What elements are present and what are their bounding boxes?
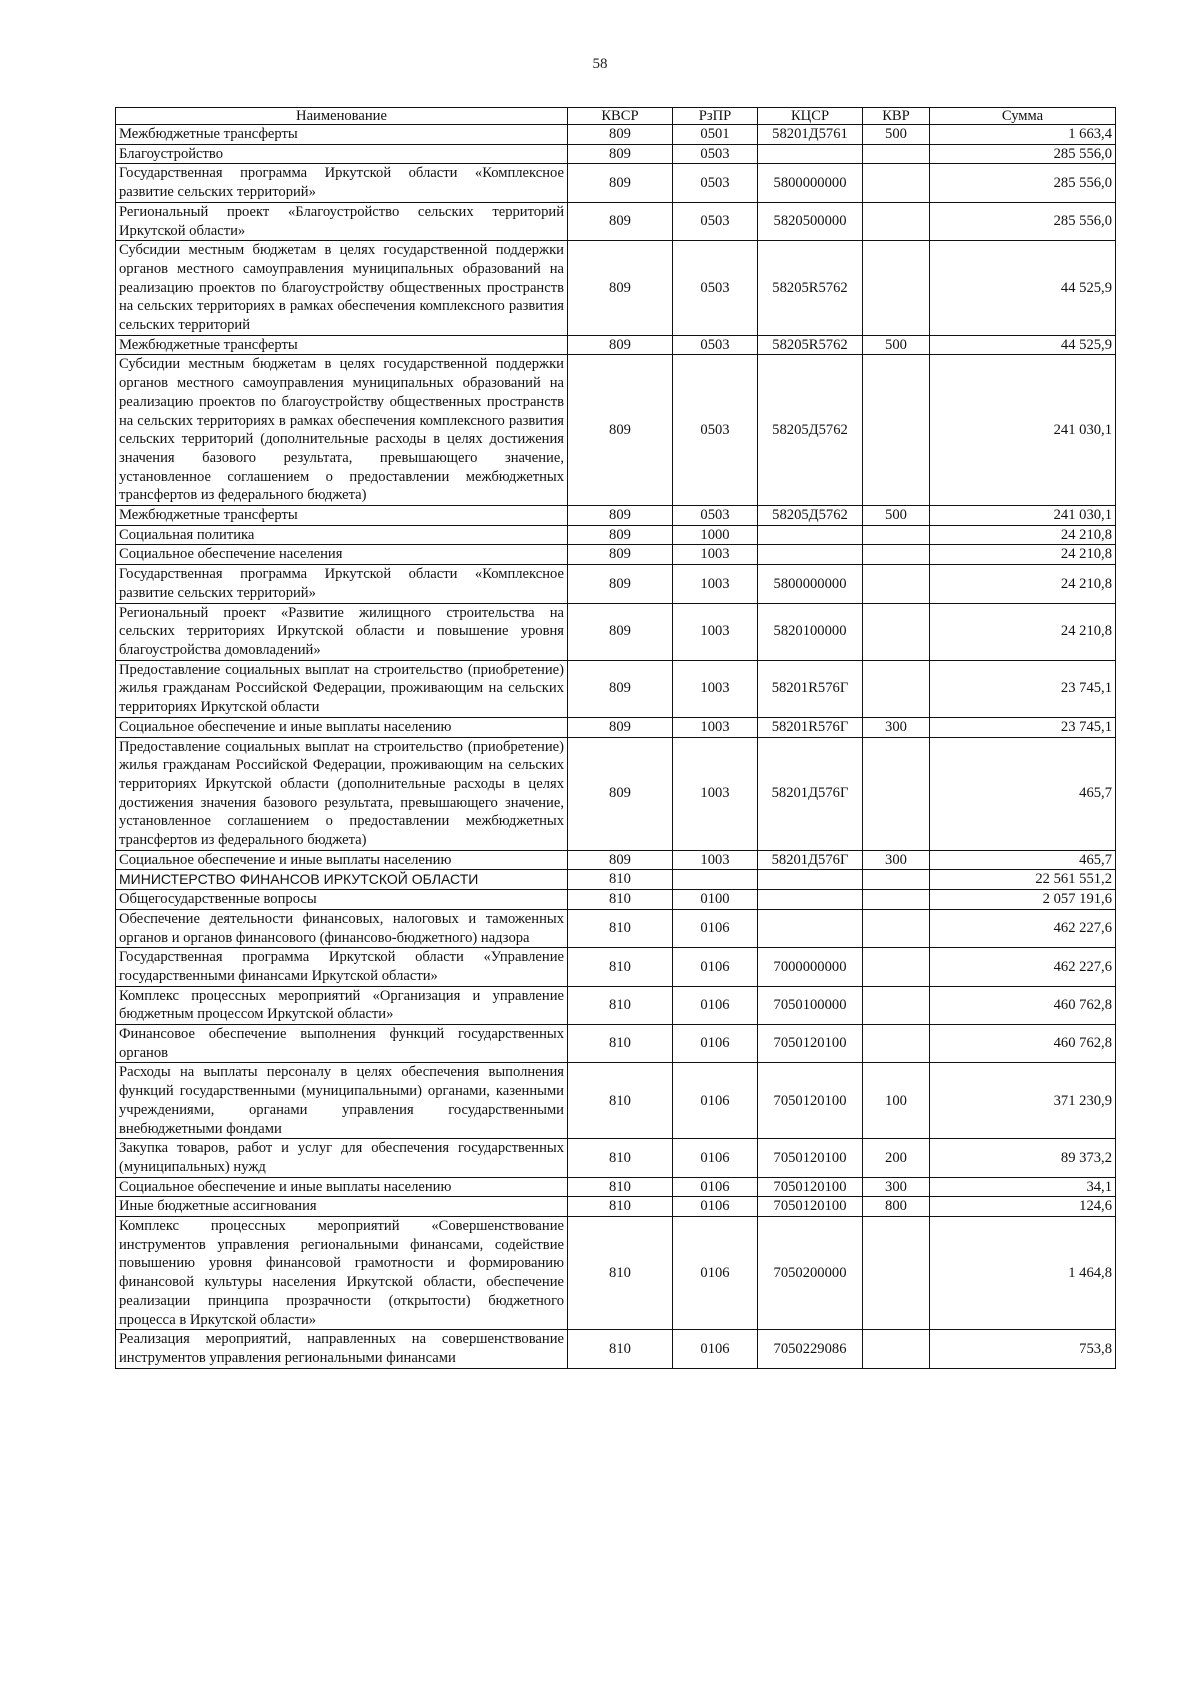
row-kvr — [863, 660, 930, 717]
row-kvsr: 810 — [568, 870, 673, 890]
row-sum: 34,1 — [930, 1177, 1116, 1197]
table-row — [116, 660, 1116, 717]
row-sum: 285 556,0 — [930, 202, 1116, 240]
row-kvr: 300 — [863, 717, 930, 737]
row-sum: 241 030,1 — [930, 355, 1116, 506]
row-name: Комплекс процессных мероприятий «Совершенствование инструментов управления региональными финансами, содействие повышению уровня финансовой грамотности и формированию финансовой культуры населения Иркутской области, обеспечение реализации принципа прозрачности (открытости) бюджетного процесса в Иркутской области» — [116, 1217, 568, 1330]
row-kvr: 300 — [863, 1177, 930, 1197]
row-kvr — [863, 870, 930, 890]
row-kvsr: 810 — [568, 986, 673, 1024]
row-kcsr: 58205Д5762 — [758, 506, 863, 526]
row-rzpr: 0100 — [673, 890, 758, 910]
table-row — [116, 717, 1116, 737]
header-kvsr: КВСР — [568, 108, 673, 125]
row-rzpr: 0106 — [673, 909, 758, 947]
row-kcsr: 58205Д5762 — [758, 355, 863, 506]
table-row — [116, 506, 1116, 526]
row-sum: 89 373,2 — [930, 1139, 1116, 1177]
row-kvr — [863, 164, 930, 202]
row-kvr — [863, 737, 930, 850]
row-kvsr: 809 — [568, 565, 673, 603]
row-kvsr: 809 — [568, 737, 673, 850]
row-kcsr — [758, 909, 863, 947]
row-name: Региональный проект «Благоустройство сельских территорий Иркутской области» — [116, 202, 568, 240]
row-kcsr: 58201R576Г — [758, 660, 863, 717]
row-kcsr — [758, 144, 863, 164]
row-kvsr: 809 — [568, 525, 673, 545]
row-name: Социальное обеспечение и иные выплаты населению — [116, 1177, 568, 1197]
row-kvsr: 809 — [568, 202, 673, 240]
row-kcsr: 58205R5762 — [758, 241, 863, 336]
row-rzpr: 0503 — [673, 506, 758, 526]
page-number: 58 — [592, 56, 608, 72]
row-kvsr: 809 — [568, 125, 673, 145]
row-rzpr: 0106 — [673, 1063, 758, 1139]
table-row — [116, 603, 1116, 660]
table-row — [116, 1025, 1116, 1063]
row-kvr — [863, 603, 930, 660]
table-row — [116, 1197, 1116, 1217]
row-kcsr: 7050120100 — [758, 1025, 863, 1063]
row-kcsr: 7050120100 — [758, 1063, 863, 1139]
row-sum: 22 561 551,2 — [930, 870, 1116, 890]
row-name: Субсидии местным бюджетам в целях государственной поддержки органов местного самоуправления муниципальных образований на реализацию проектов по благоустройству общественных пространств на сельских территориях в рамках обеспечения комплексного развития сельских территорий — [116, 241, 568, 336]
row-kvr — [863, 1217, 930, 1330]
row-rzpr: 0106 — [673, 1139, 758, 1177]
row-rzpr: 1003 — [673, 660, 758, 717]
row-sum: 241 030,1 — [930, 506, 1116, 526]
table-row — [116, 948, 1116, 986]
row-name: Реализация мероприятий, направленных на совершенствование инструментов управления региональными финансами — [116, 1330, 568, 1368]
row-kvr: 500 — [863, 506, 930, 526]
row-name: Региональный проект «Развитие жилищного строительства на сельских территориях Иркутской области и повышение уровня благоустройства домовладений» — [116, 603, 568, 660]
row-name: Иные бюджетные ассигнования — [116, 1197, 568, 1217]
row-rzpr: 0106 — [673, 948, 758, 986]
table-header-row — [116, 108, 1116, 125]
row-rzpr — [673, 870, 758, 890]
row-rzpr: 0503 — [673, 355, 758, 506]
row-kvsr: 810 — [568, 1330, 673, 1368]
row-kvr — [863, 355, 930, 506]
row-kcsr — [758, 890, 863, 910]
row-name: Обеспечение деятельности финансовых, налоговых и таможенных органов и органов финансового (финансово-бюджетного) надзора — [116, 909, 568, 947]
row-kvsr: 809 — [568, 506, 673, 526]
header-kvr: КВР — [863, 108, 930, 125]
row-kcsr: 7050100000 — [758, 986, 863, 1024]
row-kvsr: 809 — [568, 144, 673, 164]
row-kvsr: 809 — [568, 717, 673, 737]
row-kvr — [863, 565, 930, 603]
row-kvsr: 810 — [568, 948, 673, 986]
row-name: Государственная программа Иркутской области «Комплексное развитие сельских территорий» — [116, 565, 568, 603]
row-sum: 24 210,8 — [930, 525, 1116, 545]
row-kvsr: 810 — [568, 1063, 673, 1139]
row-sum: 1 663,4 — [930, 125, 1116, 145]
row-sum: 753,8 — [930, 1330, 1116, 1368]
row-name: МИНИСТЕРСТВО ФИНАНСОВ ИРКУТСКОЙ ОБЛАСТИ — [116, 870, 568, 890]
row-name: Благоустройство — [116, 144, 568, 164]
row-name: Государственная программа Иркутской области «Комплексное развитие сельских территорий» — [116, 164, 568, 202]
row-rzpr: 1003 — [673, 717, 758, 737]
row-kvr: 500 — [863, 125, 930, 145]
row-kcsr: 58201R576Г — [758, 717, 863, 737]
row-sum: 460 762,8 — [930, 986, 1116, 1024]
row-rzpr: 0503 — [673, 241, 758, 336]
row-kcsr — [758, 870, 863, 890]
row-kvsr: 809 — [568, 850, 673, 870]
table-row — [116, 355, 1116, 506]
row-kvr — [863, 986, 930, 1024]
row-rzpr: 0106 — [673, 986, 758, 1024]
table-row — [116, 909, 1116, 947]
row-kvsr: 809 — [568, 241, 673, 336]
row-kcsr — [758, 525, 863, 545]
table-row — [116, 241, 1116, 336]
row-kvr — [863, 909, 930, 947]
row-kvsr: 810 — [568, 1139, 673, 1177]
row-name: Межбюджетные трансферты — [116, 125, 568, 145]
row-sum: 124,6 — [930, 1197, 1116, 1217]
row-kcsr: 7050120100 — [758, 1139, 863, 1177]
budget-table — [115, 107, 1116, 1369]
row-kvsr: 810 — [568, 1177, 673, 1197]
row-kcsr: 58201Д576Г — [758, 737, 863, 850]
row-name: Государственная программа Иркутской области «Управление государственными финансами Иркутской области» — [116, 948, 568, 986]
header-rzpr: РзПР — [673, 108, 758, 125]
row-kcsr: 58201Д5761 — [758, 125, 863, 145]
row-kvsr: 809 — [568, 335, 673, 355]
row-kvsr: 809 — [568, 660, 673, 717]
row-kcsr: 5820500000 — [758, 202, 863, 240]
row-kvr — [863, 1025, 930, 1063]
row-kcsr — [758, 545, 863, 565]
row-rzpr: 1003 — [673, 545, 758, 565]
row-sum: 24 210,8 — [930, 603, 1116, 660]
row-kcsr: 5820100000 — [758, 603, 863, 660]
row-kvr — [863, 241, 930, 336]
row-kcsr: 58205R5762 — [758, 335, 863, 355]
row-sum: 44 525,9 — [930, 241, 1116, 336]
row-kcsr: 7050120100 — [758, 1177, 863, 1197]
row-kvr — [863, 948, 930, 986]
row-kvsr: 809 — [568, 164, 673, 202]
row-sum: 465,7 — [930, 737, 1116, 850]
row-name: Межбюджетные трансферты — [116, 335, 568, 355]
row-sum: 460 762,8 — [930, 1025, 1116, 1063]
row-sum: 44 525,9 — [930, 335, 1116, 355]
row-name: Субсидии местным бюджетам в целях государственной поддержки органов местного самоуправления муниципальных образований на реализацию проектов по благоустройству общественных пространств на сельских территориях в рамках обеспечения комплексного развития сельских территорий (дополнительные расходы в целях достижения значения базового результата, превышающего значение, установленное соглашением о предоставлении межбюджетных трансфертов из федерального бюджета) — [116, 355, 568, 506]
row-name: Социальное обеспечение и иные выплаты населению — [116, 717, 568, 737]
row-kvsr: 810 — [568, 1217, 673, 1330]
table-row — [116, 144, 1116, 164]
row-sum: 462 227,6 — [930, 909, 1116, 947]
row-name: Общегосударственные вопросы — [116, 890, 568, 910]
row-sum: 24 210,8 — [930, 545, 1116, 565]
row-name: Закупка товаров, работ и услуг для обеспечения государственных (муниципальных) нужд — [116, 1139, 568, 1177]
row-name: Расходы на выплаты персоналу в целях обеспечения выполнения функций государственными (муниципальными) органами, казенными учреждениями, органами управления государственными внебюджетными фондами — [116, 1063, 568, 1139]
table-row — [116, 1330, 1116, 1368]
table-row — [116, 202, 1116, 240]
row-kcsr: 7050229086 — [758, 1330, 863, 1368]
row-sum: 462 227,6 — [930, 948, 1116, 986]
table-row — [116, 737, 1116, 850]
table-row — [116, 850, 1116, 870]
row-kvr — [863, 1330, 930, 1368]
row-rzpr: 1003 — [673, 565, 758, 603]
row-kvr — [863, 202, 930, 240]
table-body — [116, 125, 1116, 1369]
row-sum: 465,7 — [930, 850, 1116, 870]
row-kvr: 200 — [863, 1139, 930, 1177]
row-kvr: 300 — [863, 850, 930, 870]
row-rzpr: 0106 — [673, 1197, 758, 1217]
row-kvsr: 810 — [568, 1197, 673, 1217]
row-sum: 285 556,0 — [930, 144, 1116, 164]
row-kcsr: 7050200000 — [758, 1217, 863, 1330]
row-kvr — [863, 545, 930, 565]
row-kvsr: 810 — [568, 909, 673, 947]
row-name: Финансовое обеспечение выполнения функций государственных органов — [116, 1025, 568, 1063]
table-row — [116, 525, 1116, 545]
row-sum: 1 464,8 — [930, 1217, 1116, 1330]
row-rzpr: 0106 — [673, 1025, 758, 1063]
row-kcsr: 5800000000 — [758, 565, 863, 603]
row-kcsr: 58201Д576Г — [758, 850, 863, 870]
header-name: Наименование — [116, 108, 568, 125]
row-rzpr: 0106 — [673, 1177, 758, 1197]
header-sum: Сумма — [930, 108, 1116, 125]
row-kvr — [863, 890, 930, 910]
row-sum: 371 230,9 — [930, 1063, 1116, 1139]
table-row — [116, 890, 1116, 910]
row-name: Предоставление социальных выплат на строительство (приобретение) жилья гражданам Российской Федерации, проживающим на сельских территориях Иркутской области (дополнительные расходы в целях достижения значения базового результата, превышающего значение, установленное соглашением о предоставлении межбюджетных трансфертов из федерального бюджета) — [116, 737, 568, 850]
row-kvr — [863, 525, 930, 545]
row-name: Комплекс процессных мероприятий «Организация и управление бюджетным процессом Иркутской области» — [116, 986, 568, 1024]
row-kcsr: 7050120100 — [758, 1197, 863, 1217]
row-sum: 285 556,0 — [930, 164, 1116, 202]
header-kcsr: КЦСР — [758, 108, 863, 125]
row-sum: 2 057 191,6 — [930, 890, 1116, 910]
row-rzpr: 0501 — [673, 125, 758, 145]
table-row — [116, 1139, 1116, 1177]
row-rzpr: 1003 — [673, 850, 758, 870]
row-kvsr: 809 — [568, 545, 673, 565]
row-sum: 23 745,1 — [930, 717, 1116, 737]
row-rzpr: 0503 — [673, 164, 758, 202]
row-kvsr: 810 — [568, 890, 673, 910]
row-kvr: 500 — [863, 335, 930, 355]
row-rzpr: 0503 — [673, 202, 758, 240]
row-kvr: 800 — [863, 1197, 930, 1217]
row-rzpr: 0503 — [673, 335, 758, 355]
row-kvr — [863, 144, 930, 164]
row-kvr: 100 — [863, 1063, 930, 1139]
row-kcsr: 5800000000 — [758, 164, 863, 202]
row-name: Социальное обеспечение населения — [116, 545, 568, 565]
table-row — [116, 870, 1116, 890]
table-row — [116, 125, 1116, 145]
row-name: Предоставление социальных выплат на строительство (приобретение) жилья гражданам Российской Федерации, проживающим на сельских территориях Иркутской области — [116, 660, 568, 717]
row-rzpr: 0106 — [673, 1330, 758, 1368]
row-kvsr: 809 — [568, 603, 673, 660]
table-row — [116, 565, 1116, 603]
row-kvsr: 810 — [568, 1025, 673, 1063]
row-rzpr: 1003 — [673, 603, 758, 660]
table-row — [116, 1177, 1116, 1197]
row-kvsr: 809 — [568, 355, 673, 506]
row-name: Социальная политика — [116, 525, 568, 545]
row-rzpr: 1003 — [673, 737, 758, 850]
row-rzpr: 0106 — [673, 1217, 758, 1330]
row-rzpr: 0503 — [673, 144, 758, 164]
row-name: Социальное обеспечение и иные выплаты населению — [116, 850, 568, 870]
row-sum: 23 745,1 — [930, 660, 1116, 717]
table-row — [116, 545, 1116, 565]
row-rzpr: 1000 — [673, 525, 758, 545]
table-row — [116, 335, 1116, 355]
row-kcsr: 7000000000 — [758, 948, 863, 986]
table-row — [116, 986, 1116, 1024]
row-sum: 24 210,8 — [930, 565, 1116, 603]
table-row — [116, 1217, 1116, 1330]
row-name: Межбюджетные трансферты — [116, 506, 568, 526]
table-row — [116, 1063, 1116, 1139]
table-row — [116, 164, 1116, 202]
